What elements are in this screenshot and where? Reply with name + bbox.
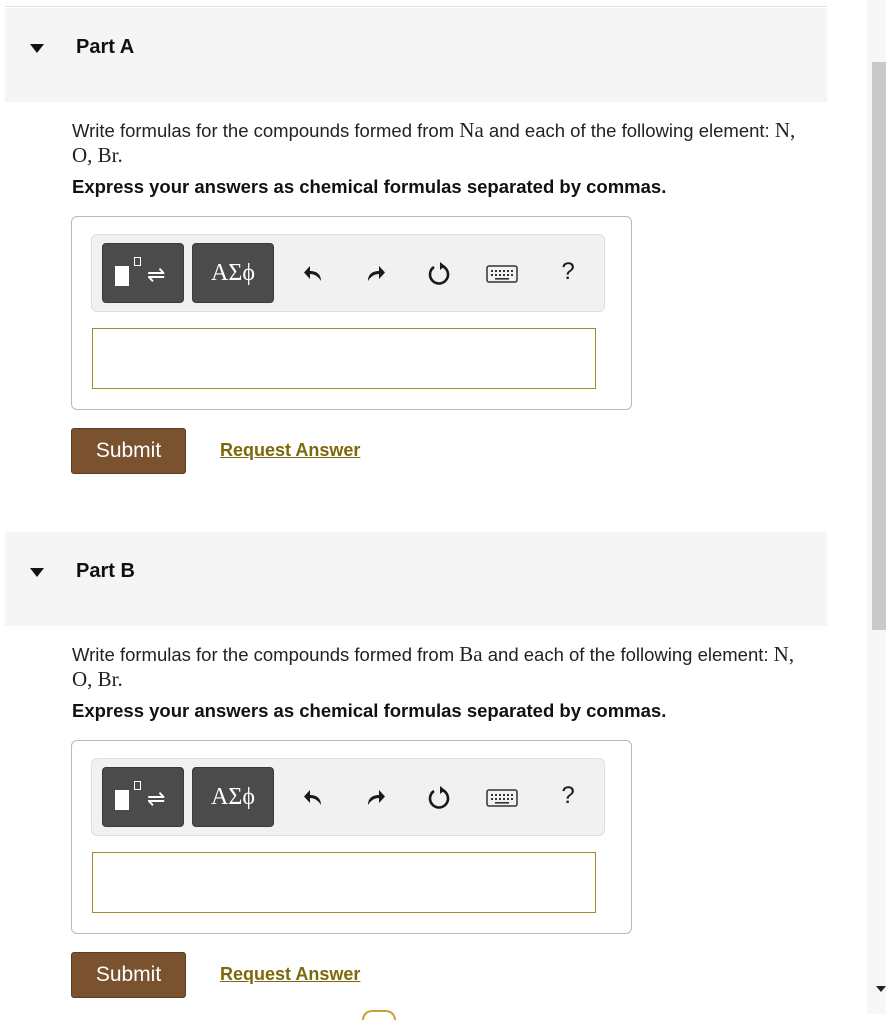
submit-button[interactable]: Submit bbox=[71, 428, 186, 474]
part-b-prompt bbox=[72, 642, 812, 692]
caret-down-icon[interactable] bbox=[30, 568, 44, 577]
part-a-title: Part A bbox=[76, 36, 135, 58]
reset-icon[interactable] bbox=[422, 257, 456, 291]
submit-button[interactable]: Submit bbox=[71, 952, 186, 998]
math-toolbar bbox=[91, 234, 605, 312]
prompt-text: Write formulas for the compounds formed from bbox=[72, 120, 460, 141]
request-answer-link[interactable]: Request Answer bbox=[220, 440, 361, 460]
caret-down-icon[interactable] bbox=[30, 44, 44, 53]
element-list: N, O, Br bbox=[72, 118, 796, 167]
prompt-text: Write formulas for the compounds formed from bbox=[72, 644, 460, 665]
redo-icon[interactable] bbox=[358, 257, 392, 291]
partial-element bbox=[362, 1010, 396, 1020]
answer-input[interactable] bbox=[92, 852, 596, 913]
reset-icon[interactable] bbox=[422, 781, 456, 815]
top-divider bbox=[5, 6, 827, 7]
keyboard-icon[interactable] bbox=[485, 257, 519, 291]
part-a-instruction: Express your answers as chemical formulas separated by commas. bbox=[72, 176, 667, 197]
templates-button[interactable]: ⇌ bbox=[102, 243, 184, 303]
prompt-period: . bbox=[117, 143, 123, 167]
request-answer-link[interactable]: Request Answer bbox=[220, 964, 361, 984]
math-toolbar bbox=[91, 758, 605, 836]
answer-box bbox=[71, 216, 632, 410]
scrollbar-thumb[interactable] bbox=[872, 62, 886, 630]
answer-input[interactable] bbox=[92, 328, 596, 389]
part-a-prompt bbox=[72, 118, 812, 168]
prompt-text: and each of the following element: bbox=[482, 644, 774, 665]
undo-icon[interactable] bbox=[297, 257, 331, 291]
undo-icon[interactable] bbox=[297, 781, 331, 815]
part-a-header[interactable] bbox=[5, 8, 827, 102]
part-b-instruction: Express your answers as chemical formulas separated by commas. bbox=[72, 700, 667, 721]
help-icon[interactable]: ? bbox=[561, 258, 575, 285]
element-list: N, O, Br bbox=[72, 642, 795, 691]
metal-symbol: Na bbox=[459, 118, 484, 142]
help-icon[interactable]: ? bbox=[561, 782, 575, 809]
scroll-down-icon[interactable] bbox=[876, 986, 886, 992]
templates-button[interactable]: ⇌ bbox=[102, 767, 184, 827]
keyboard-icon[interactable] bbox=[485, 781, 519, 815]
prompt-text: and each of the following element: bbox=[483, 120, 775, 141]
prompt-period: . bbox=[117, 667, 123, 691]
greek-symbols-button[interactable]: ΑΣϕ bbox=[192, 243, 274, 303]
answer-box bbox=[71, 740, 632, 934]
greek-symbols-button[interactable]: ΑΣϕ bbox=[192, 767, 274, 827]
part-b-header[interactable] bbox=[5, 532, 827, 626]
part-b-title: Part B bbox=[76, 560, 135, 582]
metal-symbol: Ba bbox=[459, 642, 483, 666]
redo-icon[interactable] bbox=[358, 781, 392, 815]
